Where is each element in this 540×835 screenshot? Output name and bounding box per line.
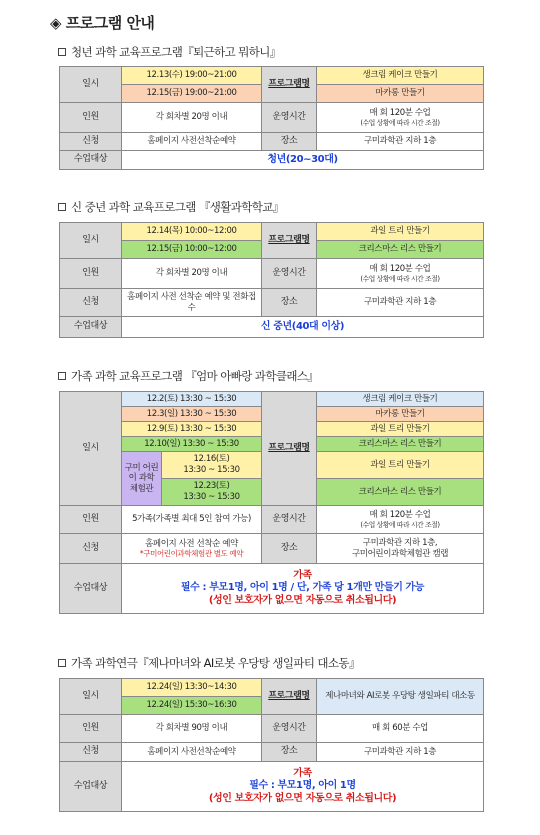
people-cell: 각 회차별 20명 이내 — [122, 259, 262, 289]
time-cell: 매 회 60분 수업 — [317, 715, 484, 743]
section-title-play — [58, 655, 360, 671]
place-label: 장소 — [262, 133, 317, 151]
target-label: 수업대상 — [60, 151, 122, 170]
time-label: 운영시간 — [262, 715, 317, 743]
date-cell: 12.13(수) 19:00~21:00 — [122, 67, 262, 85]
program-label: 프로그램명 — [262, 223, 317, 259]
people-cell: 5가족(가족별 최대 5인 참여 가능) — [122, 506, 262, 534]
people-label: 인원 — [60, 506, 122, 534]
program-table-family — [59, 391, 484, 614]
date-cell: 12.24(일) 13:30~14:30 — [122, 679, 262, 697]
place-line: 구미과학관 지하 1층, — [362, 537, 438, 548]
date-label: 일시 — [60, 392, 122, 506]
time-label: 운영시간 — [262, 103, 317, 133]
people-cell: 각 회차별 90명 이내 — [122, 715, 262, 743]
time-line: 13:30 ~ 15:30 — [183, 465, 240, 475]
apply-cell: 홈페이지 사전 선착순 예약 및 전화접수 — [122, 289, 262, 317]
time-label: 운영시간 — [262, 259, 317, 289]
program-cell: 과일 트리 만들기 — [317, 223, 484, 241]
apply-label: 신청 — [60, 289, 122, 317]
checkbox-icon — [58, 203, 66, 211]
time-label: 운영시간 — [262, 506, 317, 534]
target-line: (성인 보호자가 없으면 자동으로 취소됩니다) — [208, 792, 397, 804]
date-cell: 12.15(금) 19:00~21:00 — [122, 85, 262, 103]
people-label: 인원 — [60, 259, 122, 289]
checkbox-icon — [58, 48, 66, 56]
date-cell — [162, 479, 262, 506]
section-title-text: 가족 과학연극『제나마녀와 AI로봇 우당탕 생일파티 대소동』 — [71, 656, 360, 670]
target-cell — [122, 564, 484, 614]
time-cell — [317, 506, 484, 534]
date-cell: 12.3(일) 13:30 ~ 15:30 — [122, 407, 262, 422]
venue-label: 구미 어린이 과학 체험관 — [122, 452, 162, 506]
apply-cell — [122, 534, 262, 564]
section-title-text: 가족 과학 교육프로그램 『엄마 아빠랑 과학클래스』 — [71, 369, 319, 383]
checkbox-icon — [58, 372, 66, 380]
program-cell: 크리스마스 리스 만들기 — [317, 479, 484, 506]
date-cell: 12.14(목) 10:00~12:00 — [122, 223, 262, 241]
date-cell: 12.2(토) 13:30 ~ 15:30 — [122, 392, 262, 407]
date-label: 일시 — [60, 67, 122, 103]
program-table-midlife — [59, 222, 484, 338]
program-cell: 생크림 케이크 만들기 — [317, 67, 484, 85]
target-label: 수업대상 — [60, 564, 122, 614]
program-label: 프로그램명 — [262, 392, 317, 506]
time-line: 13:30 ~ 15:30 — [183, 492, 240, 502]
page-title: ◈ 프로그램 안내 — [50, 14, 155, 32]
apply-cell: 홈페이지 사전선착순예약 — [122, 133, 262, 151]
date-cell: 12.9(토) 13:30 ~ 15:30 — [122, 422, 262, 437]
people-label: 인원 — [60, 103, 122, 133]
program-cell: 과일 트리 만들기 — [317, 422, 484, 437]
section-title-text: 청년 과학 교육프로그램『퇴근하고 뭐하니』 — [71, 45, 281, 59]
checkbox-icon — [58, 659, 66, 667]
date-cell — [162, 452, 262, 479]
place-cell — [317, 534, 484, 564]
section-title-youth — [58, 44, 281, 60]
target-label: 수업대상 — [60, 762, 122, 812]
section-title-midlife — [58, 199, 284, 215]
target-line: 필수 : 부모1명, 아이 1명 / 단, 가족 당 1개만 만들기 가능 — [180, 582, 425, 594]
target-line: 필수 : 부모1명, 아이 1명 — [249, 780, 356, 792]
apply-note: *구미어린이과학체험관 별도 예약 — [139, 549, 244, 559]
date-cell: 12.15(금) 10:00~12:00 — [122, 241, 262, 259]
program-label: 프로그램명 — [262, 67, 317, 103]
place-label: 장소 — [262, 743, 317, 762]
place-label: 장소 — [262, 534, 317, 564]
time-cell — [317, 103, 484, 133]
date-line: 12.16(토) — [193, 454, 230, 465]
target-label: 수업대상 — [60, 317, 122, 338]
program-cell: 마카롱 만들기 — [317, 407, 484, 422]
time-main: 매 회 120분 수업 — [369, 263, 431, 274]
date-cell: 12.24(일) 15:30~16:30 — [122, 697, 262, 715]
program-cell: 크리스마스 리스 만들기 — [317, 437, 484, 452]
date-label: 일시 — [60, 223, 122, 259]
target-cell: 청년(20~30대) — [122, 151, 484, 170]
program-cell: 생크림 케이크 만들기 — [317, 392, 484, 407]
time-main: 매 회 120분 수업 — [369, 107, 431, 118]
section-title-family — [58, 368, 318, 384]
program-cell: 마카롱 만들기 — [317, 85, 484, 103]
apply-label: 신청 — [60, 743, 122, 762]
program-cell: 크리스마스 리스 만들기 — [317, 241, 484, 259]
section-title-text: 신 중년 과학 교육프로그램 『생활과학학교』 — [71, 200, 284, 214]
time-note: (수업 상황에 따라 시간 조절) — [360, 274, 440, 283]
time-cell — [317, 259, 484, 289]
date-line: 12.23(토) — [193, 481, 230, 492]
target-line: (성인 보호자가 없으면 자동으로 취소됩니다) — [208, 594, 397, 606]
apply-label: 신청 — [60, 534, 122, 564]
program-label: 프로그램명 — [262, 679, 317, 715]
place-line: 구미어린이과학체험관 캠랩 — [351, 548, 449, 559]
target-cell: 신 중년(40대 이상) — [122, 317, 484, 338]
apply-cell: 홈페이지 사전선착순예약 — [122, 743, 262, 762]
place-cell: 구미과학관 지하 1층 — [317, 289, 484, 317]
target-cell — [122, 762, 484, 812]
place-label: 장소 — [262, 289, 317, 317]
place-cell: 구미과학관 지하 1층 — [317, 133, 484, 151]
target-line: 가족 — [293, 569, 312, 581]
program-cell: 제나마녀와 AI로봇 우당탕 생일파티 대소동 — [317, 679, 484, 715]
people-label: 인원 — [60, 715, 122, 743]
people-cell: 각 회차별 20명 이내 — [122, 103, 262, 133]
target-line: 가족 — [293, 767, 312, 779]
place-cell: 구미과학관 지하 1층 — [317, 743, 484, 762]
program-table-play — [59, 678, 484, 812]
date-label: 일시 — [60, 679, 122, 715]
apply-label: 신청 — [60, 133, 122, 151]
apply-main: 홈페이지 사전 선착순 예약 — [145, 538, 238, 549]
program-cell: 과일 트리 만들기 — [317, 452, 484, 479]
time-main: 매 회 120분 수업 — [369, 509, 431, 520]
time-note: (수업 상황에 따라 시간 조절) — [360, 118, 440, 127]
program-table-youth — [59, 66, 484, 170]
date-cell: 12.10(일) 13:30 ~ 15:30 — [122, 437, 262, 452]
time-note: (수업 상황에 따라 시간 조절) — [360, 520, 440, 529]
